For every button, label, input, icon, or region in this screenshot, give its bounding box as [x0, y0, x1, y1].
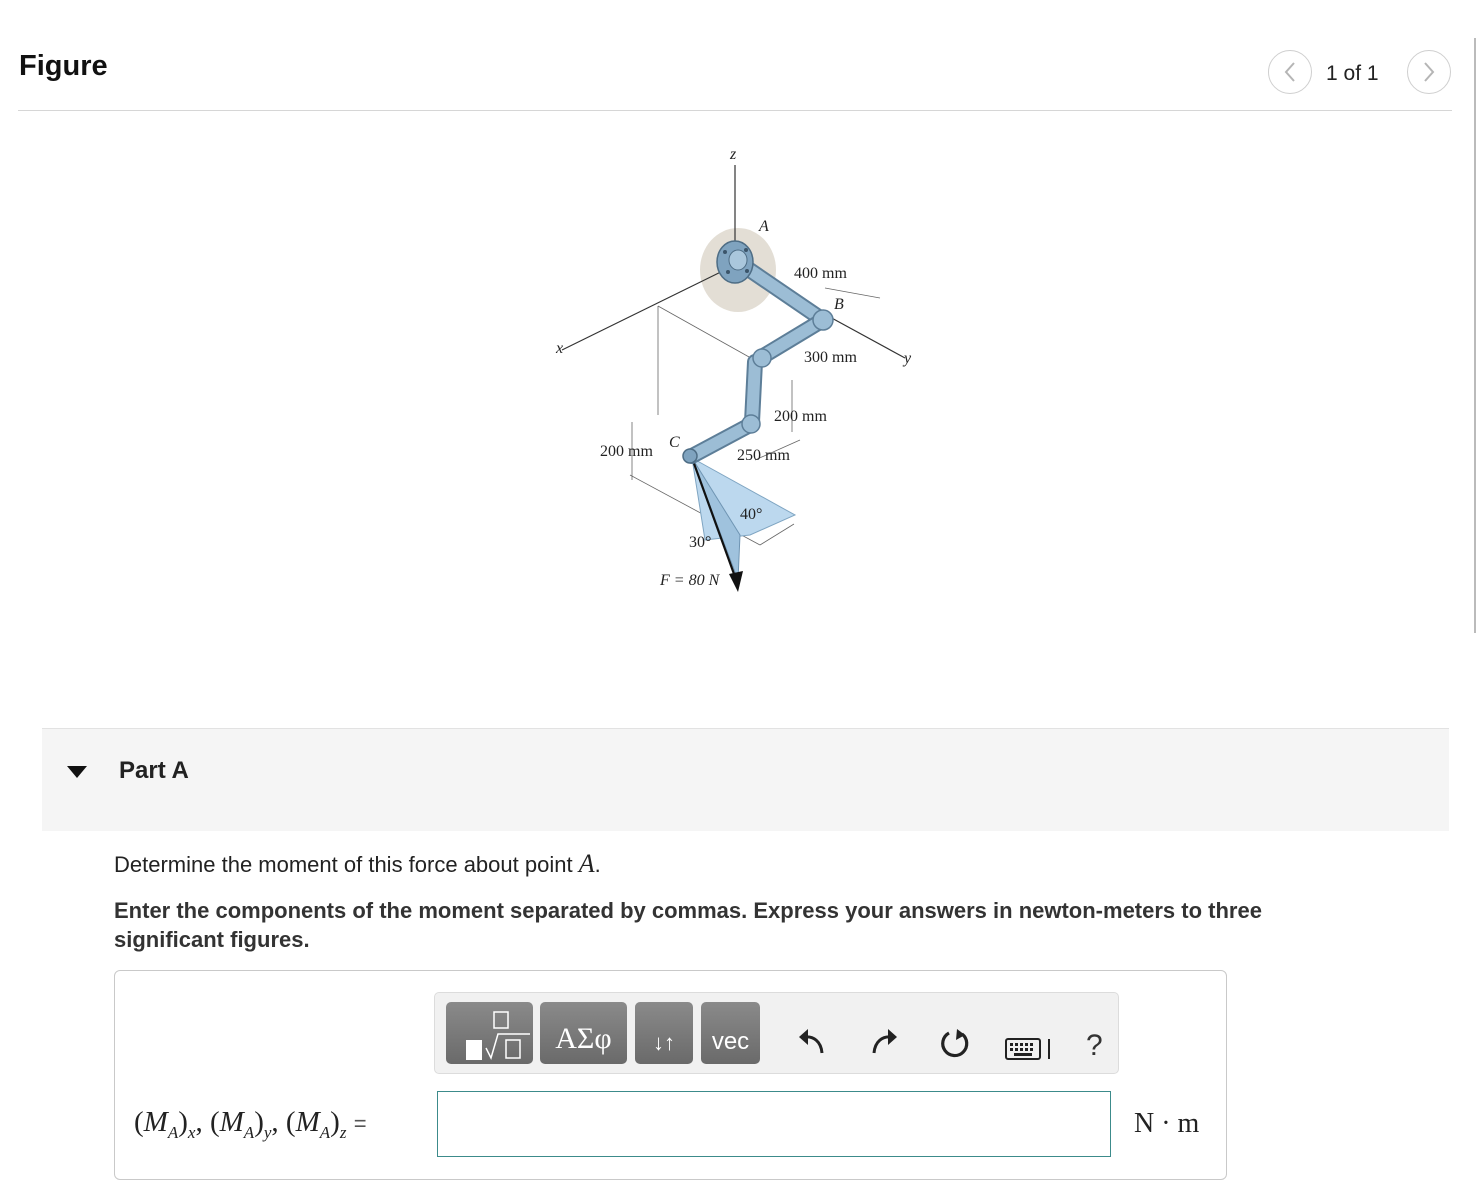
- question-text: Determine the moment of this force about point: [114, 852, 573, 877]
- vector-button[interactable]: vec: [701, 1002, 760, 1064]
- answer-equals: =: [353, 1111, 367, 1136]
- keyboard-icon[interactable]: [1005, 1037, 1055, 1063]
- pipe-diagram: [540, 140, 940, 610]
- point-c-label: C: [669, 434, 680, 451]
- templates-button[interactable]: [446, 1002, 533, 1064]
- caret-down-icon: [67, 766, 87, 778]
- part-a-header[interactable]: [42, 728, 1449, 831]
- question-prompt: [114, 849, 601, 879]
- dimension-400mm: 400 mm: [794, 265, 847, 282]
- answer-label-m2: M: [219, 1106, 244, 1138]
- answer-input[interactable]: [437, 1091, 1111, 1157]
- answer-label-sep1: , (: [195, 1106, 220, 1138]
- force-label: F = 80 N: [660, 572, 720, 589]
- answer-label-sep2: , (: [271, 1106, 296, 1138]
- answer-label-sub-x: x: [187, 1122, 196, 1142]
- point-a-label: A: [759, 218, 769, 235]
- answer-label-close2: ): [254, 1106, 264, 1138]
- answer-label-m1: M: [143, 1106, 168, 1138]
- question-point: A: [578, 849, 595, 878]
- answer-units: N · m: [1134, 1108, 1200, 1139]
- arrows-button[interactable]: ↓↑: [635, 1002, 693, 1064]
- dimension-250mm: 250 mm: [737, 447, 790, 464]
- z-axis-label: z: [730, 146, 737, 163]
- pipe-assembly-figure: [540, 140, 940, 610]
- answer-label-sub-z: z: [339, 1122, 347, 1142]
- y-axis-label: y: [904, 350, 912, 367]
- angle-30-label: 30°: [689, 534, 712, 551]
- answer-label: [134, 1106, 367, 1143]
- question-instruction: Enter the components of the moment separated by commas. Express your answers in newton-meters to three significant figures.: [114, 898, 1262, 952]
- chevron-left-icon: [1283, 61, 1297, 83]
- redo-icon[interactable]: [869, 1027, 899, 1057]
- figure-page-count: 1 of 1: [1326, 62, 1379, 85]
- figure-pager: [1268, 50, 1452, 96]
- previous-figure-button[interactable]: [1268, 50, 1312, 94]
- answer-label-sub-a1: A: [167, 1122, 179, 1142]
- answer-label-sub-a2: A: [243, 1122, 255, 1142]
- answer-label-sub-a3: A: [319, 1122, 331, 1142]
- angle-40-label: 40°: [740, 506, 763, 523]
- answer-label-sub-y: y: [263, 1122, 272, 1142]
- greek-symbols-button[interactable]: ΑΣφ: [540, 1002, 627, 1064]
- figure-title: Figure: [19, 50, 108, 82]
- header-divider: [18, 110, 1452, 111]
- answer-label-open1: (: [134, 1106, 144, 1138]
- undo-icon[interactable]: [797, 1027, 827, 1057]
- chevron-right-icon: [1422, 61, 1436, 83]
- templates-icon: [446, 1002, 533, 1064]
- answer-label-close1: ): [178, 1106, 188, 1138]
- x-axis-label: x: [556, 340, 564, 357]
- part-a-label: Part A: [119, 757, 189, 784]
- answer-label-m3: M: [295, 1106, 320, 1138]
- question-period: .: [594, 852, 601, 877]
- dimension-200mm-vertical: 200 mm: [774, 408, 827, 425]
- math-toolbar: [434, 992, 1119, 1074]
- dimension-200mm-c: 200 mm: [600, 443, 653, 460]
- answer-label-close3: ): [330, 1106, 340, 1138]
- reset-icon[interactable]: [937, 1027, 971, 1061]
- point-b-label: B: [834, 296, 844, 313]
- help-button[interactable]: ?: [1086, 1029, 1103, 1062]
- dimension-300mm: 300 mm: [804, 349, 857, 366]
- next-figure-button[interactable]: [1407, 50, 1451, 94]
